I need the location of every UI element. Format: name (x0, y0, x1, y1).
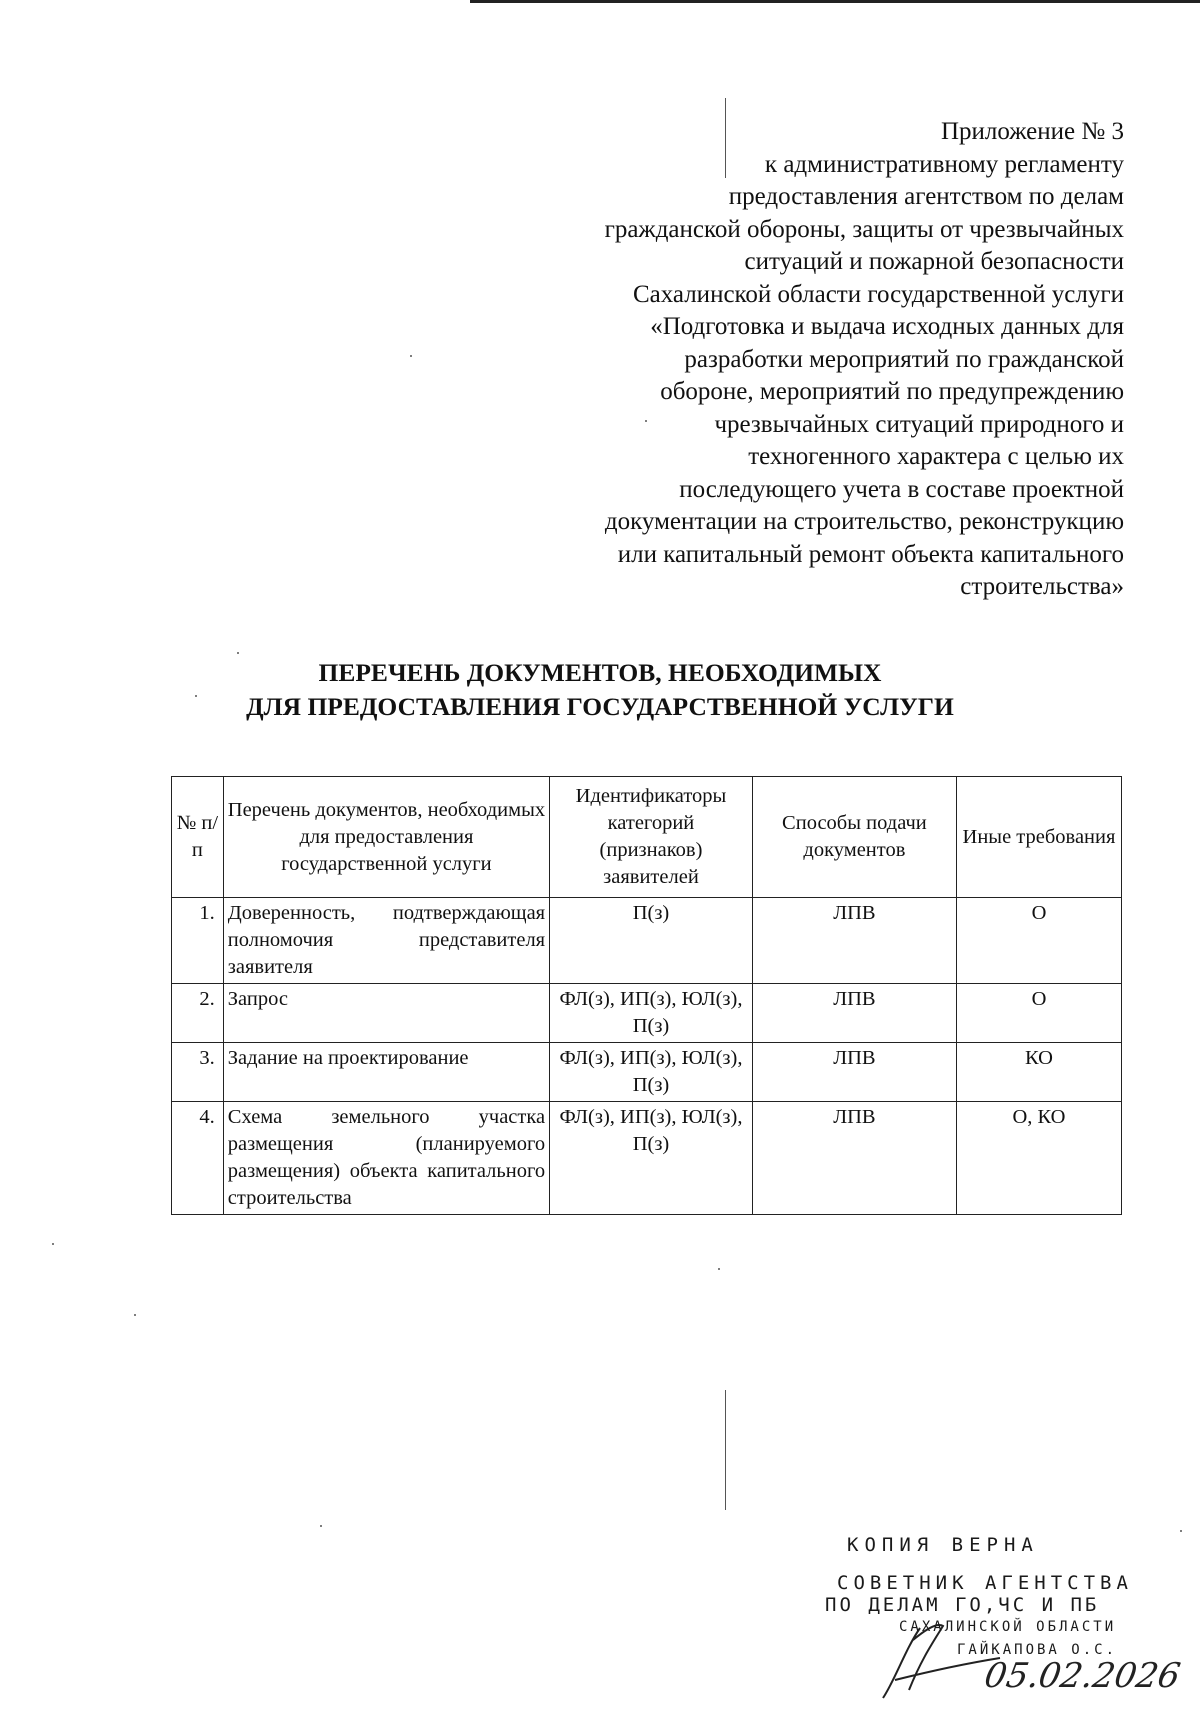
row-identifiers: П(з) (550, 898, 753, 984)
row-other-requirements: О (956, 898, 1121, 984)
header-documents: Перечень документов, необходимых для предоставления государственной услуги (223, 777, 549, 898)
table-row (172, 898, 1122, 984)
appendix-line: или капитальный ремонт объекта капитального (617, 540, 1124, 568)
scan-speck (718, 1268, 720, 1270)
appendix-line: к административному регламенту (764, 150, 1124, 178)
row-document: Доверенность, подтверждающая полномочия представителя заявителя (223, 898, 549, 984)
appendix-line: строительства» (960, 573, 1124, 600)
scan-speck (320, 1525, 322, 1527)
stamp-department: ПО ДЕЛАМ ГО,ЧС И ПБ (825, 1594, 1100, 1616)
table-row (172, 1043, 1122, 1102)
header-other-requirements: Иные требования (956, 777, 1121, 898)
row-other-requirements: КО (956, 1043, 1121, 1102)
appendix-header (504, 116, 1124, 604)
row-num: 2. (172, 984, 224, 1043)
scan-speck (237, 652, 239, 654)
table-header-row (172, 777, 1122, 898)
appendix-line: гражданской обороны, защиты от чрезвычайных (604, 215, 1124, 243)
scan-top-border (470, 0, 1200, 3)
title-line-1: ПЕРЕЧЕНЬ ДОКУМЕНТОВ, НЕОБХОДИМЫХ (318, 658, 882, 687)
row-document: Схема земельного участка размещения (планируемого размещения) объекта капитального строительства (223, 1102, 549, 1215)
scan-speck (134, 1314, 136, 1316)
stamp-region: САХАЛИНСКОЙ ОБЛАСТИ (899, 1619, 1117, 1635)
page-title (150, 656, 1050, 724)
row-submission-method: ЛПВ (752, 898, 956, 984)
appendix-line: Приложение № 3 (940, 118, 1124, 145)
appendix-line: разработки мероприятий по гражданской (684, 345, 1124, 373)
appendix-line: ситуаций и пожарной безопасности (744, 248, 1124, 275)
header-num: № п/п (172, 777, 224, 898)
row-identifiers: ФЛ(з), ИП(з), ЮЛ(з), П(з) (550, 1102, 753, 1215)
appendix-line: последующего учета в составе проектной (679, 475, 1124, 503)
row-submission-method: ЛПВ (752, 984, 956, 1043)
stamp-position: СОВЕТНИК АГЕНТСТВА (837, 1572, 1133, 1594)
scan-speck (1180, 1530, 1182, 1532)
row-num: 1. (172, 898, 224, 984)
scan-speck (52, 1243, 54, 1245)
header-submission-methods: Способы подачи документов (752, 777, 956, 898)
stamp-date: 05.02.2026 (981, 1656, 1184, 1696)
certification-stamp (825, 1530, 1184, 1700)
stamp-certified-copy: КОПИЯ ВЕРНА (847, 1534, 1039, 1556)
appendix-line: предоставления агентством по делам (728, 183, 1124, 210)
header-identifiers: Идентификаторы категорий (признаков) заявителей (550, 777, 753, 898)
appendix-line: «Подготовка и выдача исходных данных для (650, 313, 1124, 340)
table-row (172, 1102, 1122, 1215)
row-num: 3. (172, 1043, 224, 1102)
appendix-line: Сахалинской области государственной услуги (632, 280, 1124, 308)
row-other-requirements: О (956, 984, 1121, 1043)
table-row (172, 984, 1122, 1043)
row-other-requirements: О, КО (956, 1102, 1121, 1215)
row-num: 4. (172, 1102, 224, 1215)
row-identifiers: ФЛ(з), ИП(з), ЮЛ(з), П(з) (550, 1043, 753, 1102)
stamp-name: ГАЙКАПОВА О.С. (957, 1642, 1118, 1658)
appendix-line: обороне, мероприятий по предупреждению (660, 378, 1124, 405)
row-submission-method: ЛПВ (752, 1102, 956, 1215)
scan-speck (410, 355, 412, 357)
row-document: Запрос (223, 984, 549, 1043)
appendix-line: чрезвычайных ситуаций природного и (714, 410, 1124, 438)
row-document: Задание на проектирование (223, 1043, 549, 1102)
appendix-line: техногенного характера с целью их (748, 443, 1124, 470)
title-line-2: ДЛЯ ПРЕДОСТАВЛЕНИЯ ГОСУДАРСТВЕННОЙ УСЛУГИ (246, 692, 954, 721)
row-identifiers: ФЛ(з), ИП(з), ЮЛ(з), П(з) (550, 984, 753, 1043)
documents-table (171, 776, 1122, 1215)
row-submission-method: ЛПВ (752, 1043, 956, 1102)
scan-artifact-line (725, 1390, 726, 1510)
appendix-line: документации на строительство, реконструкцию (604, 508, 1124, 535)
